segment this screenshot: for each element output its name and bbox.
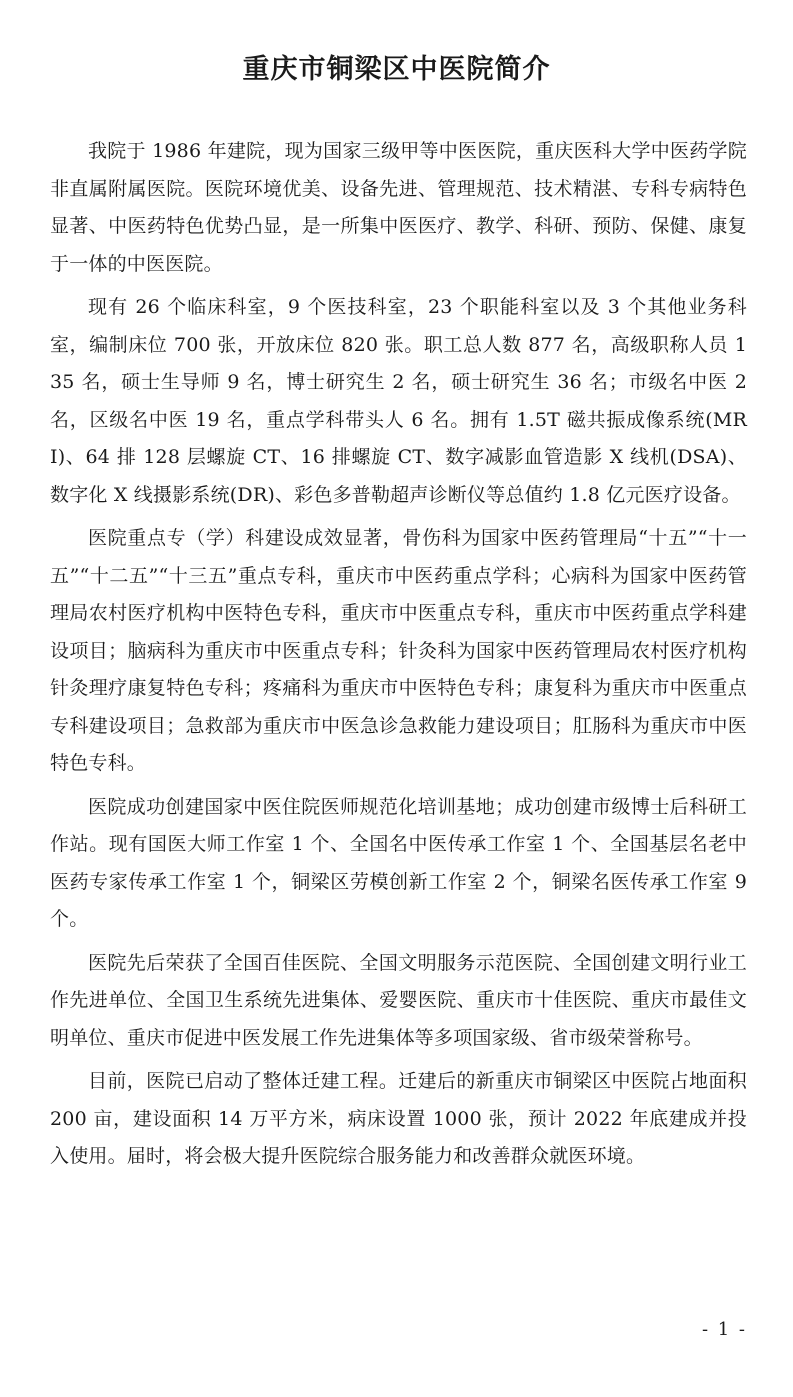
document-title: 重庆市铜梁区中医院简介 <box>242 54 551 85</box>
paragraph-departments-staff: 现有 26 个临床科室，9 个医技科室，23 个职能科室以及 3 个其他业务科室，编制床位 700 张，开放床位 820 张。职工总人数 877 名，高级职称人员 135 名，硕士生导师 9 名，博士研究生 2 名，硕士研究生 36 名；市级名中医 2 名，区级名中医 19 名，重点学科带头人 6 名。拥有 1.5T 磁共振成像系统(MRI)、64 排 128 层螺旋 CT、16 排螺旋 CT、数字减影血管造影 X 线机(DSA)、数字化 X 线摄影系统(DR)、彩色多普勒超声诊断仪等总值约 1.8 亿元医疗设备。 <box>50 296 747 506</box>
page-number: - 1 - <box>701 1319 747 1340</box>
paragraph-relocation: 目前，医院已启动了整体迁建工程。迁建后的新重庆市铜梁区中医院占地面积 200 亩，建设面积 14 万平方米，病床设置 1000 张，预计 2022 年底建成并投入使用。届时，将会极大提升医院综合服务能力和改善群众就医环境。 <box>50 1070 747 1167</box>
paragraph-key-specialties: 医院重点专（学）科建设成效显著，骨伤科为国家中医药管理局“十五”“十一五”“十二五”“十三五”重点专科，重庆市中医药重点学科；心病科为国家中医药管理局农村医疗机构中医特色专科，重庆市中医重点专科，重庆市中医药重点学科建设项目；脑病科为重庆市中医重点专科；针灸科为国家中医药管理局农村医疗机构针灸理疗康复特色专科；疼痛科为重庆市中医特色专科；康复科为重庆市中医重点专科建设项目；急救部为重庆市中医急诊急救能力建设项目；肛肠科为重庆市中医特色专科。 <box>50 527 747 774</box>
paragraph-founding: 我院于 1986 年建院，现为国家三级甲等中医医院，重庆医科大学中医药学院非直属附属医院。医院环境优美、设备先进、管理规范、技术精湛、专科专病特色显著、中医药特色优势凸显，是一所集中医医疗、教学、科研、预防、保健、康复于一体的中医医院。 <box>50 140 747 275</box>
paragraph-training-studios: 医院成功创建国家中医住院医师规范化培训基地；成功创建市级博士后科研工作站。现有国医大师工作室 1 个、全国名中医传承工作室 1 个、全国基层名老中医药专家传承工作室 1 个，铜梁区劳模创新工作室 2 个，铜梁名医传承工作室 9 个。 <box>50 795 747 930</box>
paragraph-honors: 医院先后荣获了全国百佳医院、全国文明服务示范医院、全国创建文明行业工作先进单位、全国卫生系统先进集体、爱婴医院、重庆市十佳医院、重庆市最佳文明单位、重庆市促进中医发展工作先进集体等多项国家级、省市级荣誉称号。 <box>50 951 747 1049</box>
document-body <box>50 133 747 1182</box>
